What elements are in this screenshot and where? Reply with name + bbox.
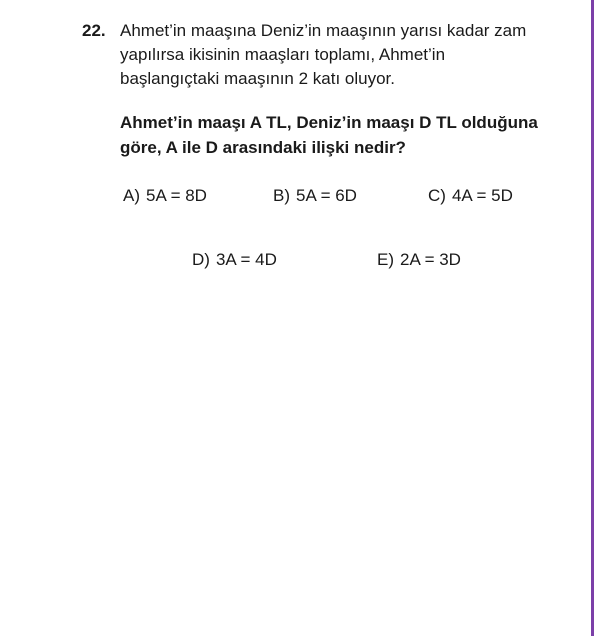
option-letter: A) [123, 186, 140, 205]
option-text: 5A = 8D [146, 186, 207, 205]
answer-option-d[interactable] [192, 248, 277, 272]
answer-option-e[interactable] [377, 248, 461, 272]
option-letter: D) [192, 250, 210, 269]
prompt-line: göre, A ile D arasındaki ilişki nedir? [120, 138, 406, 157]
page-margin-rule [591, 0, 594, 636]
option-letter: C) [428, 186, 446, 205]
stem-line: Ahmet’in maaşına Deniz’in maaşının yarısı kadar zam [120, 21, 527, 40]
question-number: 22. [82, 21, 106, 40]
prompt-line: Ahmet’in maaşı A TL, Deniz’in maaşı D TL olduğuna [120, 113, 538, 132]
option-text: 4A = 5D [451, 186, 513, 205]
question-stem [120, 19, 570, 91]
question-prompt [120, 110, 580, 160]
answer-option-c[interactable] [428, 184, 513, 208]
answer-option-b[interactable] [273, 184, 357, 208]
stem-line: başlangıçtaki maaşının 2 katı oluyor. [120, 69, 395, 88]
stem-line: yapılırsa ikisinin maaşları toplamı, Ahmet’in [120, 45, 446, 64]
option-text: 2A = 3D [400, 250, 461, 269]
answer-option-a[interactable] [123, 184, 207, 208]
option-letter: E) [377, 250, 394, 269]
option-text: 5A = 6D [296, 186, 357, 205]
option-letter: B) [273, 186, 290, 205]
option-text: 3A = 4D [215, 250, 277, 269]
